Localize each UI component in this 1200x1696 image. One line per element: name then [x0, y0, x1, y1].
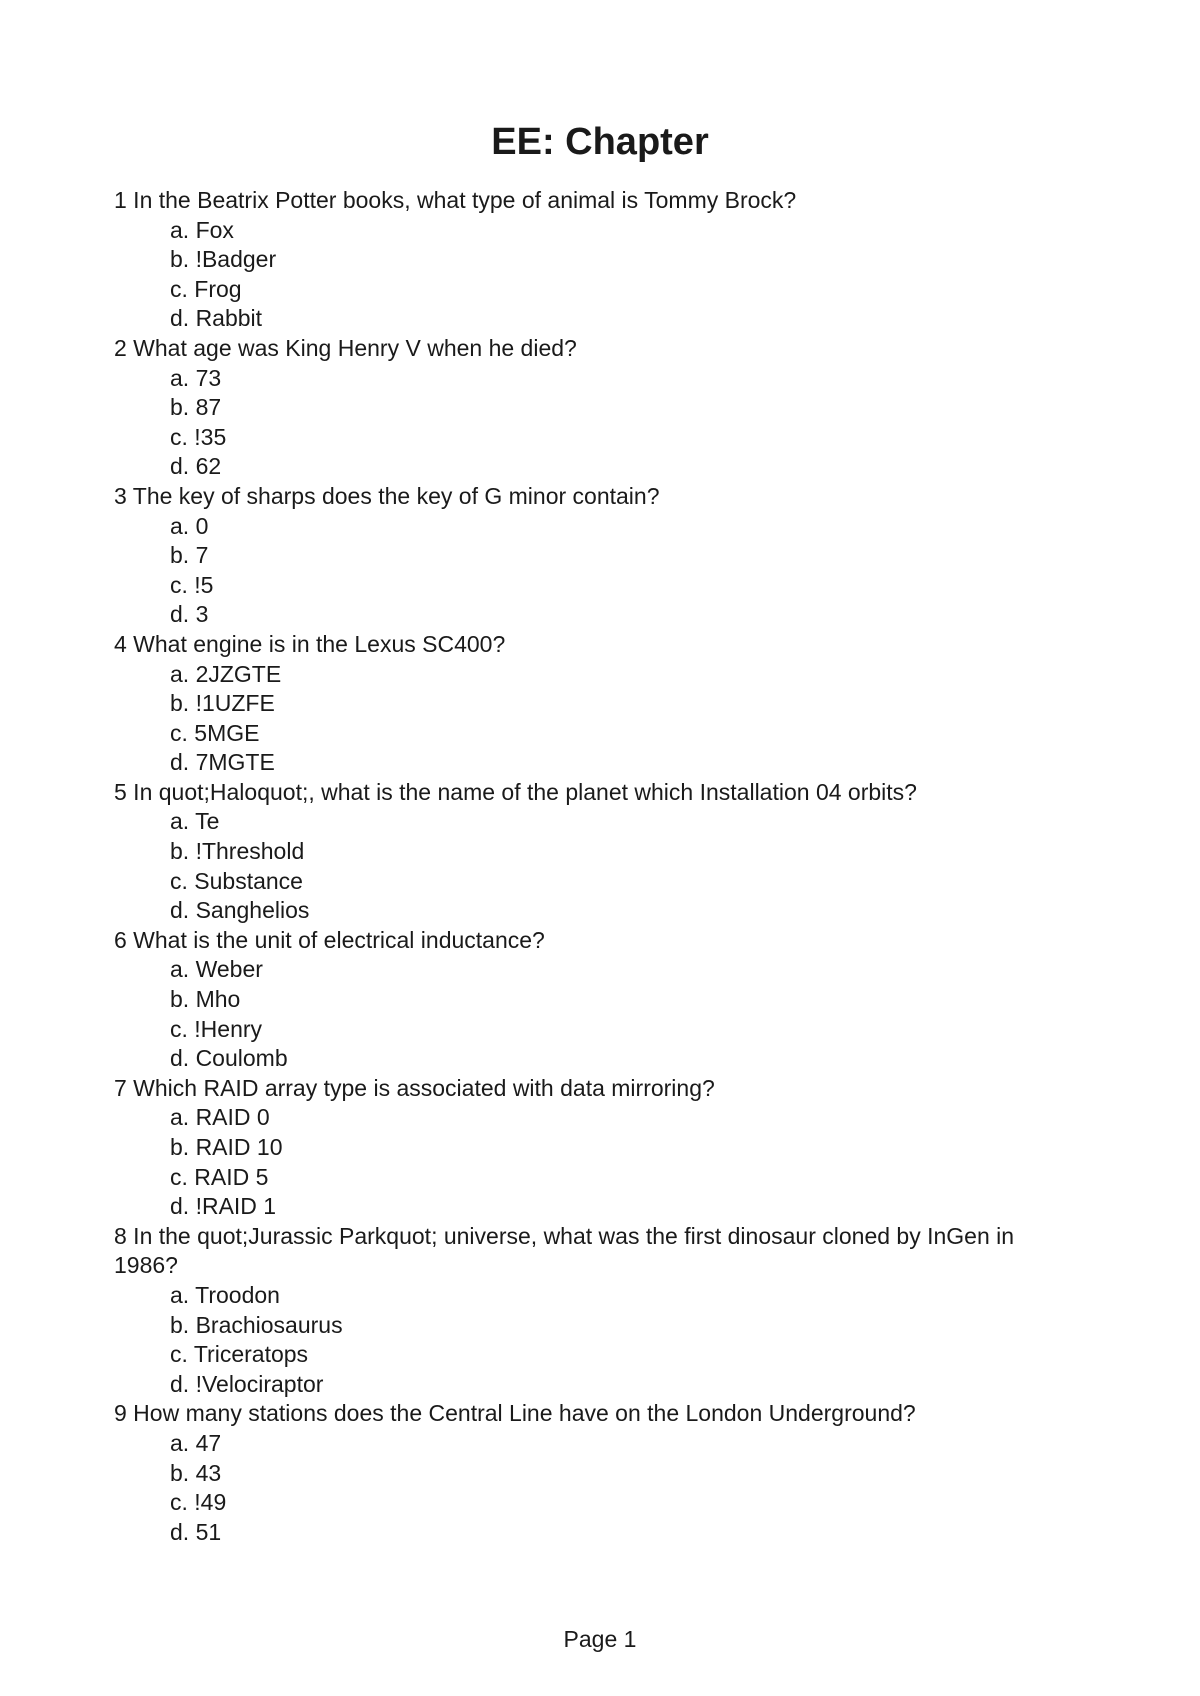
- question-item: [114, 630, 1074, 778]
- answer-list: [114, 1103, 1074, 1221]
- answer-option: b. !1UZFE: [170, 690, 275, 717]
- question-text: 8 In the quot;Jurassic Parkquot; universe, what was the first dinosaur cloned by InGen in 1986?: [114, 1222, 1015, 1279]
- answer-option: c. !5: [170, 571, 214, 598]
- answer-option: d. 7MGTE: [170, 749, 275, 776]
- question-text: 7 Which RAID array type is associated with data mirroring?: [114, 1074, 715, 1101]
- answer-option: c. !35: [170, 423, 227, 450]
- answer-option: a. 47: [170, 1429, 222, 1456]
- question-item: [114, 186, 1074, 334]
- answer-option: a. Fox: [170, 216, 234, 243]
- answer-option: b. RAID 10: [170, 1134, 283, 1160]
- answer-list: [114, 1281, 1074, 1399]
- answer-option: d. 51: [170, 1518, 222, 1545]
- answer-option: a. RAID 0: [170, 1104, 270, 1131]
- answer-option: d. 62: [170, 453, 222, 480]
- answer-option: b. Mho: [170, 986, 241, 1013]
- answer-option: b. Brachiosaurus: [170, 1311, 343, 1338]
- answer-option: a. Weber: [170, 956, 263, 983]
- answer-option: a. Troodon: [170, 1281, 280, 1308]
- question-text: 2 What age was King Henry V when he died?: [114, 334, 577, 361]
- question-text: 6 What is the unit of electrical inductance?: [114, 926, 545, 953]
- answer-list: [114, 1429, 1074, 1547]
- answer-list: [114, 364, 1074, 482]
- question-item: [114, 1222, 1074, 1400]
- answer-option: d. Rabbit: [170, 305, 263, 332]
- question-item: [114, 778, 1074, 926]
- answer-option: d. Coulomb: [170, 1045, 288, 1072]
- answer-option: d. Sanghelios: [170, 897, 310, 924]
- answer-option: b. 43: [170, 1459, 222, 1486]
- answer-option: b. !Badger: [170, 246, 277, 273]
- question-item: [114, 1074, 1074, 1222]
- answer-list: [114, 955, 1074, 1073]
- answer-option: d. 3: [170, 601, 209, 628]
- answer-option: c. !Henry: [170, 1015, 263, 1042]
- answer-option: b. 87: [170, 394, 222, 421]
- question-text: 4 What engine is in the Lexus SC400?: [114, 630, 506, 657]
- answer-option: d. !Velociraptor: [170, 1370, 324, 1397]
- answer-option: c. Substance: [170, 867, 303, 894]
- question-item: [114, 1399, 1074, 1547]
- answer-list: [114, 512, 1074, 630]
- page-number: Page 1: [563, 1626, 637, 1652]
- answer-option: a. 0: [170, 512, 209, 539]
- question-text: 5 In quot;Haloquot;, what is the name of the planet which Installation 04 orbits?: [114, 778, 917, 805]
- answer-list: [114, 660, 1074, 778]
- answer-list: [114, 807, 1074, 925]
- answer-option: c. !49: [170, 1489, 227, 1516]
- answer-option: c. RAID 5: [170, 1163, 269, 1190]
- answer-option: a. 73: [170, 364, 222, 391]
- answer-option: a. 2JZGTE: [170, 660, 282, 687]
- answer-option: c. Frog: [170, 275, 242, 302]
- answer-list: [114, 216, 1074, 334]
- answer-option: b. !Threshold: [170, 838, 305, 865]
- question-text: 9 How many stations does the Central Line have on the London Underground?: [114, 1400, 916, 1427]
- answer-option: c. 5MGE: [170, 719, 260, 746]
- question-text: 1 In the Beatrix Potter books, what type of animal is Tommy Brock?: [114, 187, 797, 213]
- page-title: EE: Chapter: [491, 121, 709, 163]
- question-item: [114, 926, 1074, 1074]
- quiz-body: [114, 186, 1074, 1547]
- answer-option: a. Te: [170, 808, 220, 835]
- question-text: 3 The key of sharps does the key of G minor contain?: [114, 482, 660, 509]
- answer-option: d. !RAID 1: [170, 1193, 277, 1220]
- answer-option: c. Triceratops: [170, 1341, 309, 1368]
- question-item: [114, 334, 1074, 482]
- question-item: [114, 482, 1074, 630]
- answer-option: b. 7: [170, 542, 209, 569]
